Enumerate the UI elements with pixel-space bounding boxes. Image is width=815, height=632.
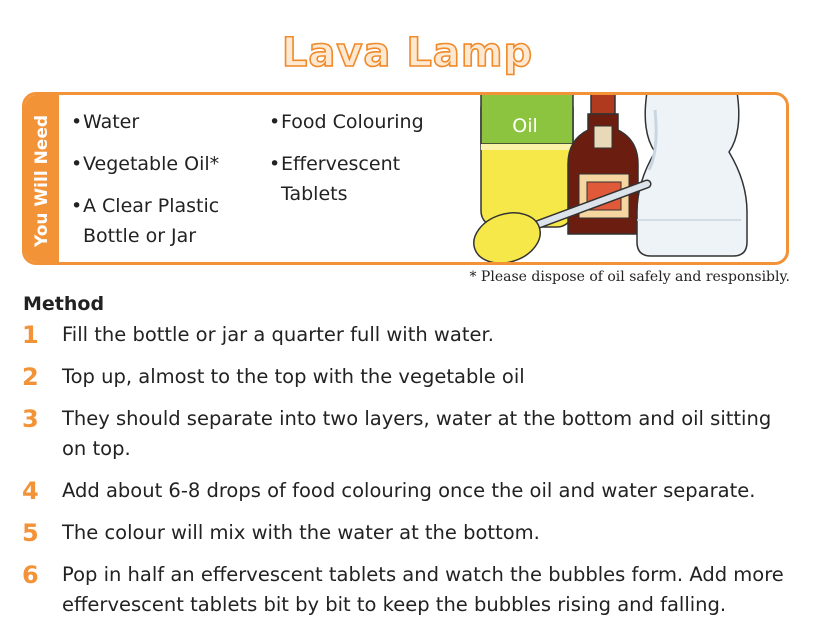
oil-bottle-label: Oil [512,115,538,137]
material-item [269,107,424,137]
step-text: The colour will mix with the water at the bottom. [62,521,540,544]
step-number: 3 [22,405,39,433]
clear-bottle-icon [637,92,747,256]
method-step [22,476,792,506]
bullet: • [71,153,83,175]
method-step [22,404,792,464]
method-heading: Method [23,293,105,315]
materials-column-2 [269,107,424,221]
page-title: Lava Lamp [281,30,534,76]
bullet: • [269,153,281,175]
material-label: Effervescent Tablets [281,153,401,205]
oil-disposal-note: * Please dispose of oil safely and responsibly. [469,269,790,285]
materials-illustration [445,92,787,265]
material-item [71,191,233,251]
method-steps [22,320,792,632]
side-tab [25,95,59,262]
bullet: • [71,195,83,217]
material-label: Vegetable Oil* [83,153,220,175]
step-number: 2 [22,363,39,391]
step-number: 5 [22,519,39,547]
material-label: Water [83,111,140,133]
material-item [71,107,233,137]
method-step [22,518,792,548]
material-label: A Clear Plastic Bottle or Jar [83,195,220,247]
material-item [71,149,233,179]
materials-column-1 [71,107,233,263]
oil-bottle-icon [481,92,573,227]
step-text: Top up, almost to the top with the vegetable oil [62,365,525,388]
step-text: Add about 6-8 drops of food colouring once the oil and water separate. [62,479,756,502]
material-label: Food Colouring [281,111,424,133]
method-step [22,362,792,392]
bullet: • [71,111,83,133]
method-step [22,320,792,350]
step-number: 6 [22,561,39,589]
you-will-need-panel [22,92,789,265]
step-number: 1 [22,321,39,349]
step-text: Fill the bottle or jar a quarter full with water. [62,323,494,346]
material-item [269,149,424,209]
step-text: They should separate into two layers, water at the bottom and oil sitting on top. [62,407,772,460]
bullet: • [269,111,281,133]
step-number: 4 [22,477,39,505]
step-text: Pop in half an effervescent tablets and watch the bubbles form. Add more effervescent tablets bit by bit to keep the bubbles rising and falling. [62,563,784,616]
method-step [22,560,792,620]
you-will-need-heading: You Will Need [32,114,52,248]
